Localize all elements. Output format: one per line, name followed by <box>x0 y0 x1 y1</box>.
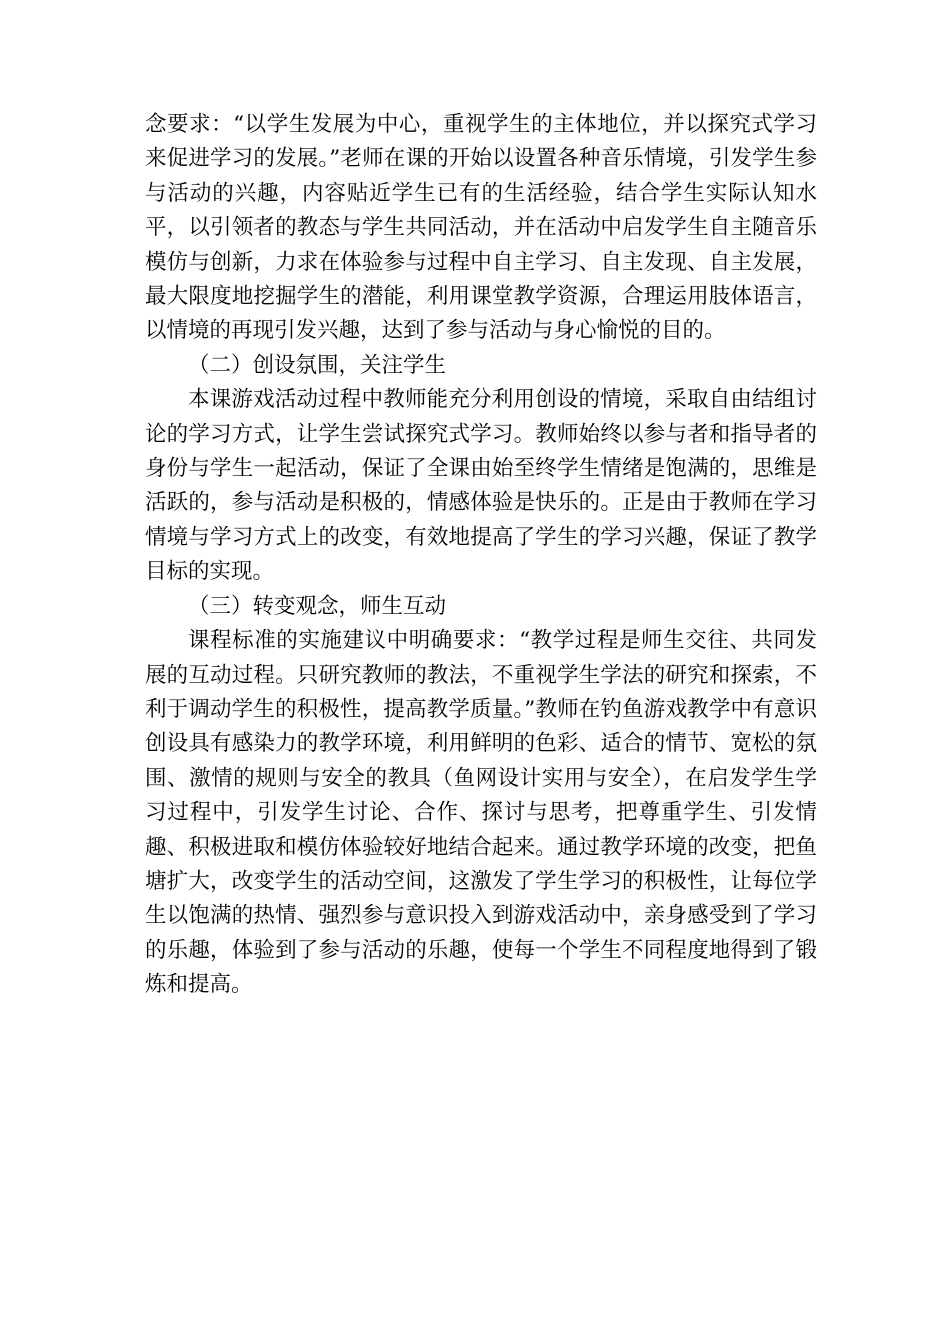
paragraph-body-two: 本课游戏活动过程中教师能充分利用创设的情境，采取自由结组讨论的学习方式，让学生尝试探究式学习。教师始终以参与者和指导者的身份与学生一起活动，保证了全课由始至终学生情绪是饱满的，思维是活跃的，参与活动是积极的，情感体验是快乐的。正是由于教师在学习情境与学习方式上的改变，有效地提高了学生的学习兴趣，保证了教学目标的实现。 <box>145 387 817 585</box>
document-body <box>145 108 817 1003</box>
paragraph-continuation: 念要求：“以学生发展为中心，重视学生的主体地位，并以探究式学习来促进学习的发展。”老师在课的开始以设置各种音乐情境，引发学生参与活动的兴趣，内容贴近学生已有的生活经验，结合学生实际认知水平，以引领者的教态与学生共同活动，并在活动中启发学生自主随音乐模仿与创新，力求在体验参与过程中自主学习、自主发现、自主发展，最大限度地挖掘学生的潜能，利用课堂教学资源，合理运用肢体语言，以情境的再现引发兴趣，达到了参与活动与身心愉悦的目的。 <box>145 112 817 344</box>
section-heading-two: （二）创设氛围，关注学生 <box>188 352 447 378</box>
section-heading-three: （三）转变观念，师生互动 <box>188 593 447 619</box>
paragraph-body-three: 课程标准的实施建议中明确要求：“教学过程是师生交往、共同发展的互动过程。只研究教师的教法，不重视学生学法的研究和探索，不利于调动学生的积极性，提高教学质量。”教师在钓鱼游戏教学中有意识创设具有感染力的教学环境，利用鲜明的色彩、适合的情节、宽松的氛围、激情的规则与安全的教具（鱼网设计实用与安全），在启发学生学习过程中，引发学生讨论、合作、探讨与思考，把尊重学生、引发情趣、积极进取和模仿体验较好地结合起来。通过教学环境的改变，把鱼塘扩大，改变学生的活动空间，这激发了学生学习的积极性，让每位学生以饱满的热情、强烈参与意识投入到游戏活动中，亲身感受到了学习的乐趣，体验到了参与活动的乐趣，使每一个学生不同程度地得到了锻炼和提高。 <box>145 628 817 998</box>
